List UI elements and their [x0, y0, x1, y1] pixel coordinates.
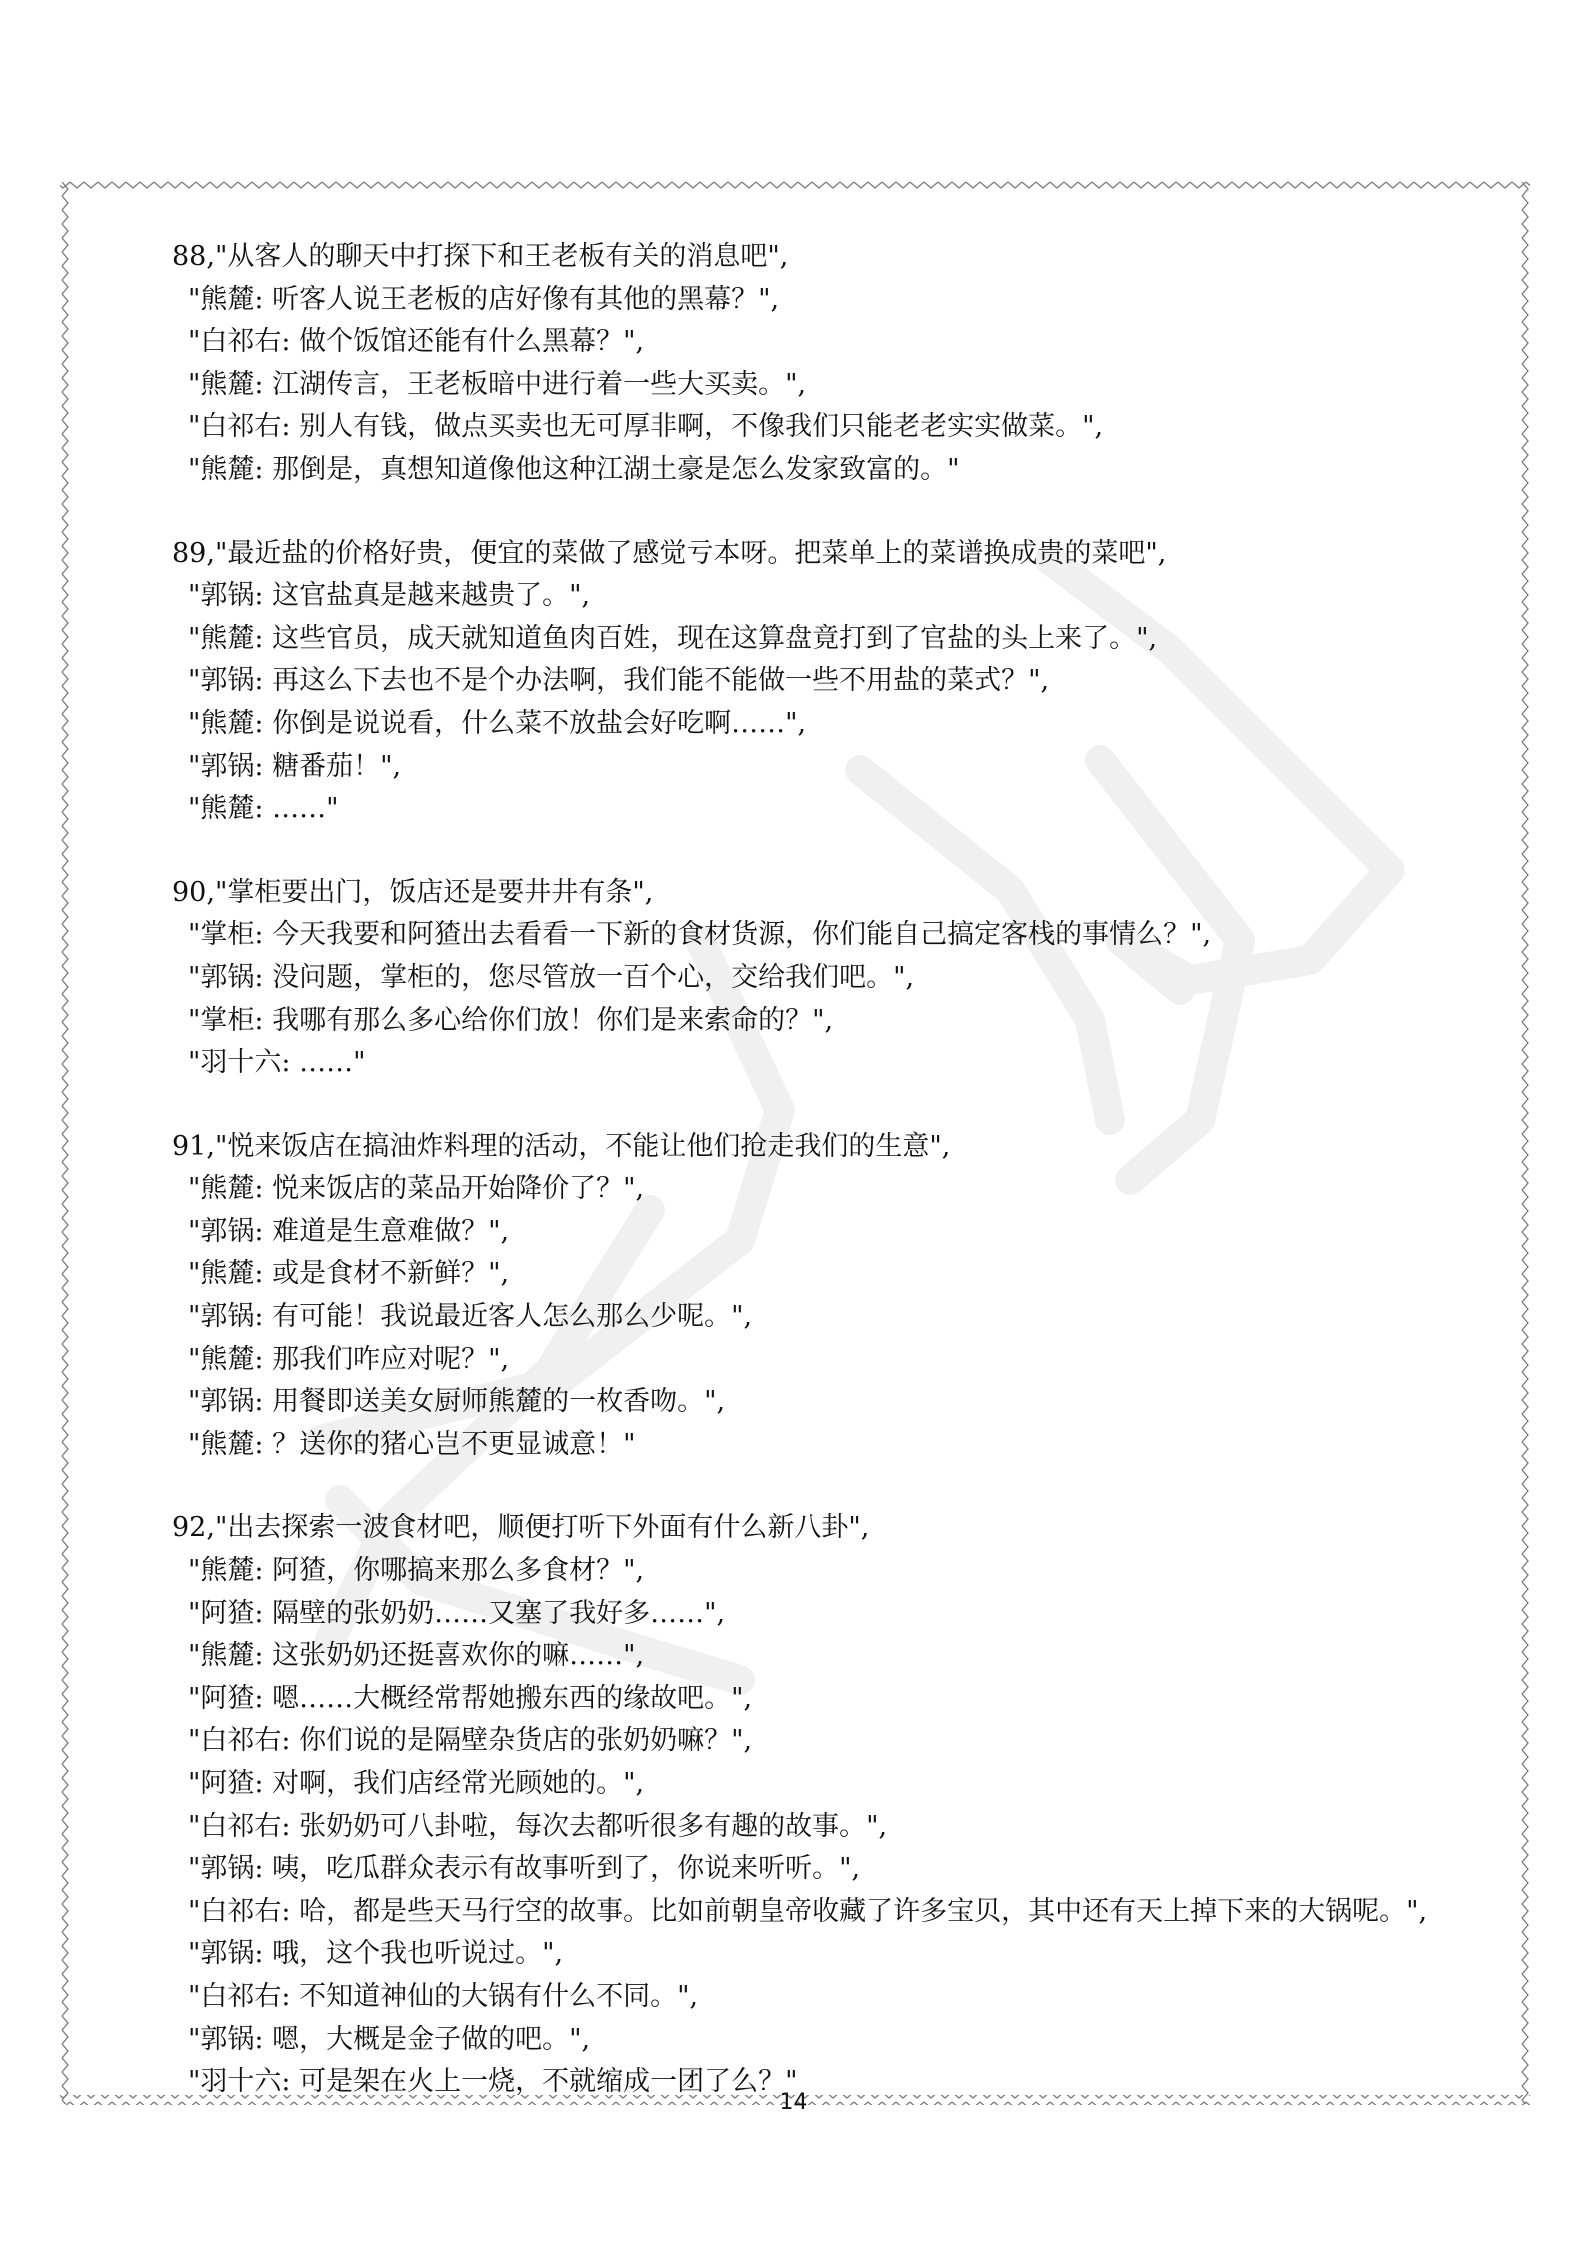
dialogue-line: "熊麓: 那倒是，真想知道像他这种江湖土豪是怎么发家致富的。"	[188, 453, 960, 485]
section-88	[172, 236, 1482, 492]
dialogue-line: "郭锅: 嗯，大概是金子做的吧。",	[188, 2023, 591, 2055]
dialogue-line: "白祁右: 不知道神仙的大锅有什么不同。",	[188, 1980, 699, 2012]
dialogue-line: "熊麓: 听客人说王老板的店好像有其他的黑幕？",	[188, 283, 780, 315]
section-title: 89,"最近盐的价格好贵，便宜的菜做了感觉亏本呀。把菜单上的菜谱换成贵的菜吧",	[172, 537, 1167, 569]
section-91	[172, 1126, 1482, 1467]
dialogue-line: "掌柜: 今天我要和阿猹出去看看一下新的食材货源，你们能自己搞定客栈的事情么？",	[188, 919, 1212, 951]
dialogue-line: "阿猹: 嗯……大概经常帮她搬东西的缘故吧。",	[188, 1682, 753, 1714]
dialogue-line: "熊麓: 江湖传言，王老板暗中进行着一些大买卖。",	[188, 368, 807, 400]
dialogue-line: "熊麓: 阿猹，你哪搞来那么多食材？",	[188, 1555, 645, 1587]
dialogue-line: "羽十六: ……"	[188, 1047, 366, 1079]
dialogue-line: "白祁右: 你们说的是隔壁杂货店的张奶奶嘛？",	[188, 1725, 753, 1757]
dialogue-line: "熊麓: ？送你的猪心岂不更显诚意！"	[188, 1428, 636, 1460]
dialogue-line: "郭锅: 哦，这个我也听说过。",	[188, 1938, 564, 1970]
dialogue-line: "阿猹: 隔壁的张奶奶……又塞了我好多……",	[188, 1597, 726, 1629]
section-title: 91,"悦来饭店在搞油炸料理的活动，不能让他们抢走我们的生意",	[172, 1130, 951, 1162]
dialogue-line: "郭锅: 糖番茄！",	[188, 750, 402, 782]
document-body	[172, 236, 1482, 2145]
dialogue-line: "熊麓: 或是食材不新鲜？",	[188, 1258, 510, 1290]
page-number: 14	[779, 2090, 808, 2115]
dialogue-line: "郭锅: 难道是生意难做？",	[188, 1215, 510, 1247]
dialogue-line: "掌柜: 我哪有那么多心给你们放！你们是来索命的？",	[188, 1004, 834, 1036]
dialogue-line: "羽十六: 可是架在火上一烧，不就缩成一团了么？"	[188, 2066, 798, 2098]
dialogue-line: "郭锅: 有可能！我说最近客人怎么那么少呢。",	[188, 1301, 753, 1333]
dialogue-line: "熊麓: 那我们咋应对呢？",	[188, 1343, 510, 1375]
section-title: 90,"掌柜要出门，饭店还是要井井有条",	[172, 876, 654, 908]
dialogue-line: "郭锅: 用餐即送美女厨师熊麓的一枚香吻。",	[188, 1386, 726, 1418]
section-92	[172, 1507, 1482, 2103]
dialogue-line: "郭锅: 这官盐真是越来越贵了。",	[188, 580, 591, 612]
section-title: 88,"从客人的聊天中打探下和王老板有关的消息吧",	[172, 241, 789, 272]
dialogue-line: "熊麓: 悦来饭店的菜品开始降价了？",	[188, 1173, 645, 1205]
section-90	[172, 872, 1482, 1085]
dialogue-line: "郭锅: 没问题，掌柜的，您尽管放一百个心，交给我们吧。",	[188, 961, 915, 993]
dialogue-line: "熊麓: 这些官员，成天就知道鱼肉百姓，现在这算盘竟打到了官盐的头上来了。",	[188, 622, 1158, 654]
dialogue-line: "熊麓: ……"	[188, 793, 339, 825]
dialogue-line: "熊麓: 你倒是说说看，什么菜不放盐会好吃啊……",	[188, 707, 807, 739]
dialogue-line: "郭锅: 再这么下去也不是个办法啊，我们能不能做一些不用盐的菜式？",	[188, 665, 1050, 697]
section-title: 92,"出去探索一波食材吧，顺便打听下外面有什么新八卦",	[172, 1512, 870, 1544]
dialogue-line: "白祁右: 别人有钱，做点买卖也无可厚非啊，不像我们只能老老实实做菜。",	[188, 411, 1104, 443]
dialogue-line: "郭锅: 咦，吃瓜群众表示有故事听到了，你说来听听。",	[188, 1853, 861, 1885]
dialogue-line: "白祁右: 哈，都是些天马行空的故事。比如前朝皇帝收藏了许多宝贝，其中还有天上掉下来的大锅呢。",	[188, 1895, 1428, 1927]
dialogue-line: "阿猹: 对啊，我们店经常光顾她的。",	[188, 1768, 645, 1799]
dialogue-line: "白祁右: 做个饭馆还能有什么黑幕？",	[188, 326, 645, 358]
section-89	[172, 533, 1482, 831]
dialogue-line: "白祁右: 张奶奶可八卦啦，每次去都听很多有趣的故事。",	[188, 1810, 888, 1842]
dialogue-line: "熊麓: 这张奶奶还挺喜欢你的嘛……",	[188, 1640, 645, 1672]
